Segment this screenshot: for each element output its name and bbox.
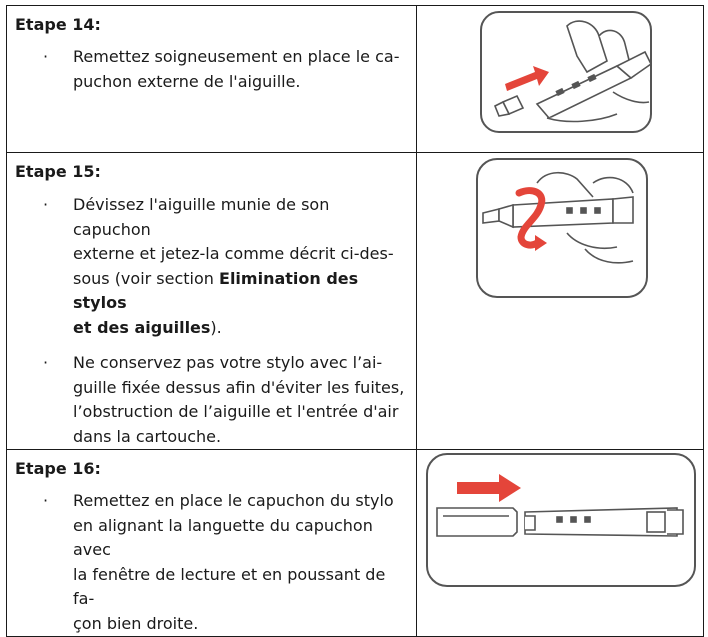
step-15-text-cell	[7, 153, 417, 450]
unscrew-needle-illustration	[417, 153, 703, 303]
step-16-title: Etape 16:	[15, 459, 101, 478]
pen-recap-needle-illustration	[417, 6, 703, 152]
step-14-image-cell	[417, 6, 704, 153]
step-15-bullet-2: · Ne conservez pas votre stylo avec l’ai- guille fixée dessus afin d'éviter les fuites, l’obstruction de l’aiguille et l'entrée d'air dans la cartouche.	[73, 351, 408, 449]
replace-pen-cap-illustration	[417, 450, 703, 596]
disposal-section-link-text: Elimination des stylos	[73, 268, 359, 312]
steps-table	[6, 5, 704, 637]
step-16-bullet-1: · Remettez en place le capuchon du stylo en alignant la languette du capuchon avec la fenêtre de lecture et en poussant de fa- çon bien droite.	[73, 489, 408, 636]
step-16-text-cell	[7, 450, 417, 637]
step-16-row	[7, 450, 704, 637]
step-14-title: Etape 14:	[15, 15, 101, 34]
step-14-text-cell	[7, 6, 417, 153]
step-15-title: Etape 15:	[15, 162, 101, 181]
step-16-image-cell	[417, 450, 704, 637]
step-15-image-cell	[417, 153, 704, 450]
step-14-row	[7, 6, 704, 153]
step-15-bullet-1: · Dévissez l'aiguille munie de son capuchon externe et jetez-la comme décrit ci-des- sous (voir section Elimination des stylos et des aiguilles).	[73, 193, 408, 340]
step-15-row	[7, 153, 704, 450]
step-14-bullet-1: · Remettez soigneusement en place le ca- puchon externe de l'aiguille.	[73, 45, 408, 94]
